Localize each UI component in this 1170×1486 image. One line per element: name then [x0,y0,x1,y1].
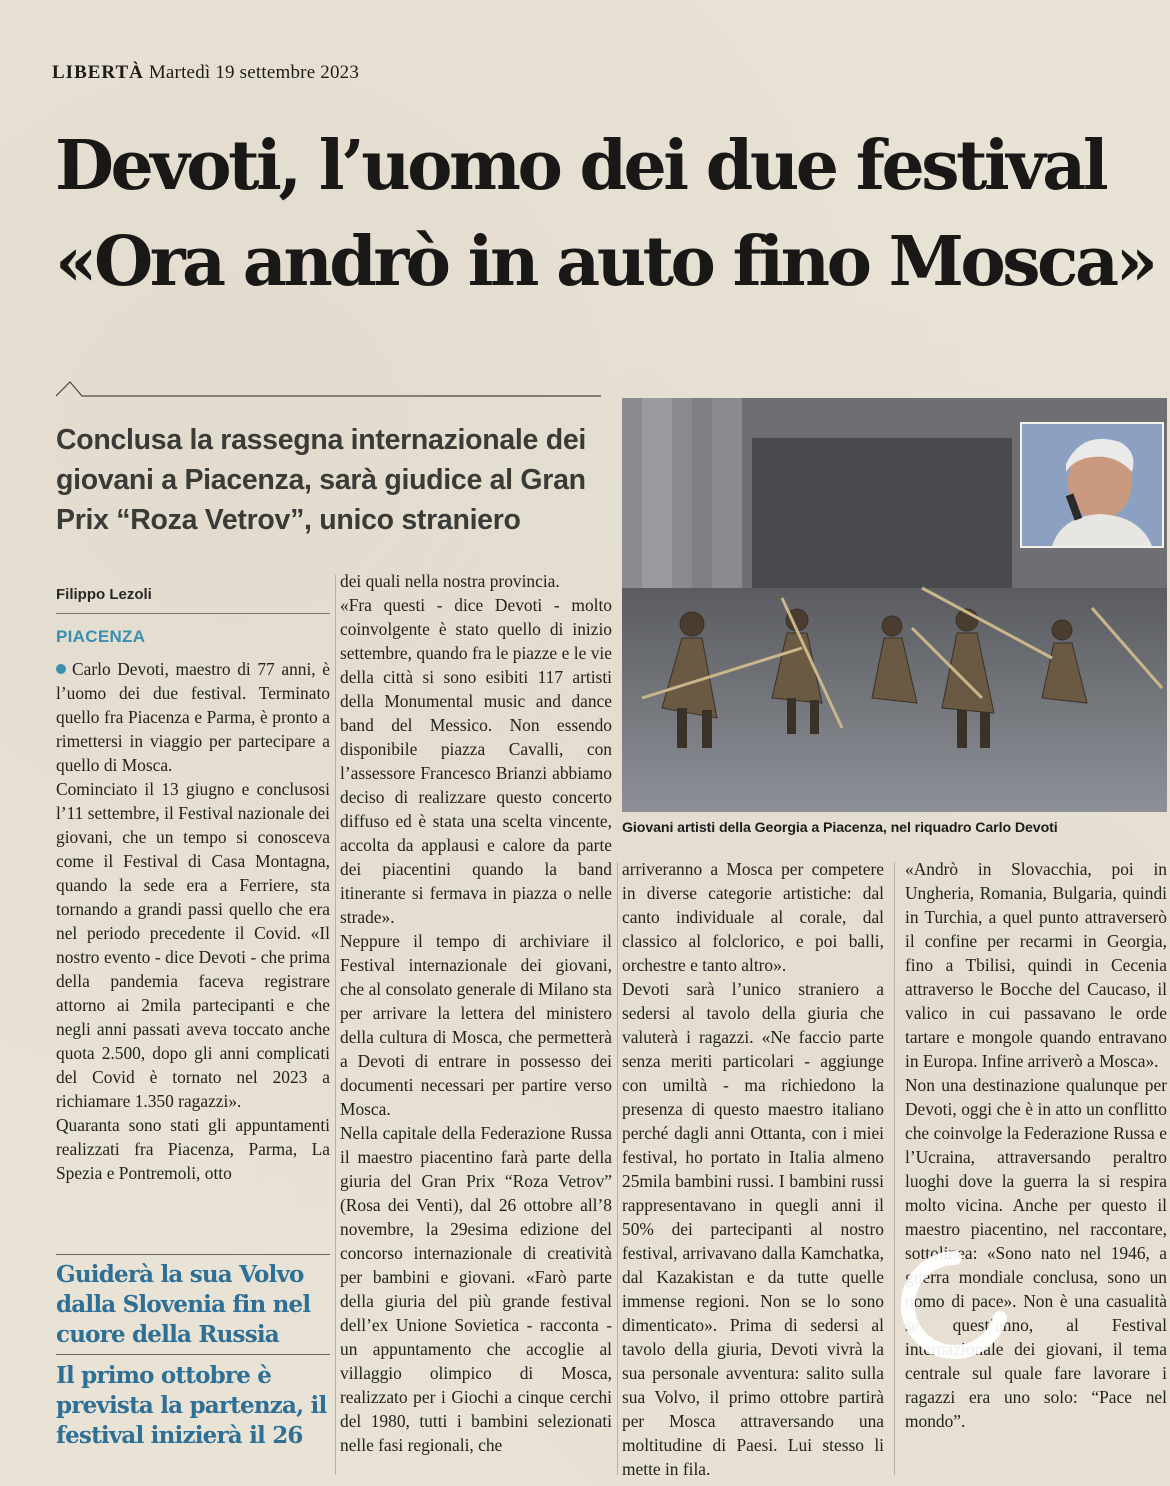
paragraph: arriveranno a Mosca per competere in diverse categorie artistiche: dal canto individuale al corale, dal classico al folclorico, e poi balli, orchestre e tanto altro». [622,859,884,975]
article-deck: Conclusa la rassegna internazionale dei giovani a Piacenza, sarà giudice al Gran Prix “Roza Vetrov”, unico straniero [56,424,586,536]
subhead-divider [56,1254,330,1255]
paragraph: Non una destinazione qualunque per Devoti, oggi che è in atto un conflitto che coinvolge la Federazione Russa e l’Ucraina, attraversando peraltro luoghi dove la guerra la si respira molto vicina. Anche per questo il maestro piacentino, nel raccontare, sottolinea: «Sono nato nel 1946, a guerra mondiale conclusa, sono un uomo di pace». Non è una casualità se quest’anno, al Festival internazionale dei giovani, il tema centrale sul quale fare lavorare i ragazzi era uno solo: “Pace nel mondo”. [905,1075,1167,1431]
paragraph: Cominciato il 13 giugno e conclusosi l’11 settembre, il Festival nazionale dei giovani, che un tempo si conosceva come il Festival di Casa Montagna, quando la sede era a Ferriere, sta tornando a grandi passi quello che era nel periodo precedente il Covid. «Il nostro evento - dice Devoti - che prima della pandemia faceva registrare attorno ai 2mila partecipanti e che negli anni passati aveva toccato anche quota 2.500, dopo gli anni complicati del Covid è tornato nel 2023 a richiamare 1.350 ragazzi». [56,779,330,1111]
byline: Filippo Lezoli [56,586,152,603]
paragraph: Nella capitale della Federazione Russa il maestro piacentino farà parte della giuria del Gran Prix “Roza Vetrov” (Rosa dei Venti), dal 26 ottobre all’8 novembre, la 29esima edizione del concorso internazionale di creatività per bambini e giovani. «Farò parte della giuria del più grande festival dell’ex Unione Sovietica - racconta - un appuntamento che accoglie al villaggio olimpico di Mosca, realizzato per i Giochi a cinque cerchi del 1980, tutti i bambini selezionati nelle fasi regionali, che [340,1123,612,1455]
newspaper-name: LIBERTÀ [52,62,144,83]
article-column-1 [56,657,330,1185]
column-divider [894,862,895,1475]
paragraph: Devoti sarà l’unico straniero a sedersi al tavolo della giuria che valuterà i ragazzi. «Ne faccio parte senza meriti particolari - aggiunge con umiltà - ma richiedono la presenza di questo maestro italiano perché dagli anni Ottanta, con i miei festival, ho portato in Italia almeno 25mila bambini russi. I bambini russi rappresentavano in quegli anni il 50% dei partecipanti al nostro festival, arrivavano dalla Kamchatka, dal Kazakistan e da tutte quelle immense regioni. Non se lo sono dimenticato». Prima di sedersi al tavolo della giuria, Devoti vivrà la sua personale avventura: salito sulla sua Volvo, il primo ottobre partirà per Mosca attraversando una moltitudine di Paesi. Lui stesso li mette in fila. [622,979,884,1479]
paragraph: «Andrò in Slovacchia, poi in Ungheria, Romania, Bulgaria, quindi in Turchia, a quel punto attraverserò il confine per recarmi in Georgia, fino a Tbilisi, quindi in Cecenia attraverso le Bocche del Caucaso, il valico in cui passavano le orde tartare e mongole quando entravano in Europa. Infine arriverò a Mosca». [905,859,1167,1071]
circular-mark-icon [900,1250,1010,1360]
issue-date: Martedì 19 settembre 2023 [148,62,360,83]
subhead-departure: Il primo ottobre è prevista la partenza, il festival inizierà il 26 [56,1362,327,1449]
decorative-rule [56,378,601,398]
masthead [52,62,359,84]
headline [55,118,1165,310]
subhead-divider [56,1354,330,1355]
portrait-illustration [1022,424,1162,546]
column-divider [335,575,336,1475]
paragraph: Neppure il tempo di archiviare il Festival internazionale dei giovani, che al consolato generale di Milano sta per arrivare la lettera del ministero della cultura di Mosca, che permetterà a Devoti di entrare in possesso dei documenti necessari per partire verso Mosca. [340,931,612,1119]
carlo-devoti-portrait-inset [1020,422,1164,548]
subhead-volvo: Guiderà la sua Volvo dalla Slovenia fin nel cuore della Russia [56,1261,311,1348]
photo-caption: Giovani artisti della Georgia a Piacenza, nel riquadro Carlo Devoti [622,820,1058,836]
article-column-3 [622,857,884,1481]
byline-divider [56,613,330,614]
column-divider [617,862,618,1475]
dateline: PIACENZA [56,627,146,646]
headline-line-2: «Ora andrò in auto fino Mosca» [55,222,1155,302]
headline-line-1: Devoti, l’uomo dei due festival [55,126,1106,206]
paragraph: dei quali nella nostra provincia. [340,571,560,591]
paragraph: Carlo Devoti, maestro di 77 anni, è l’uomo dei due festival. Terminato quello fra Piacenza e Parma, è pronto a rimettersi in viaggio per partecipare a quello di Mosca. [56,659,330,775]
bullet-icon [56,664,66,674]
paragraph: «Fra questi - dice Devoti - molto coinvolgente è stato quello di inizio settembre, quando fra le piazze e le vie della città si sono esibiti 117 artisti della Monumental music and dance band del Messico. Non essendo disponibile piazza Cavalli, con l’assessore Francesco Brianzi abbiamo deciso di realizzare questo concerto diffuso ed è stata una scelta vincente, accolta da applausi e calore da parte dei piacentini quando la band itinerante si fermava in piazza o nelle strade». [340,595,612,927]
paragraph: Quaranta sono stati gli appuntamenti realizzati fra Piacenza, Parma, La Spezia e Pontremoli, otto [56,1115,330,1183]
article-column-2 [340,569,612,1457]
